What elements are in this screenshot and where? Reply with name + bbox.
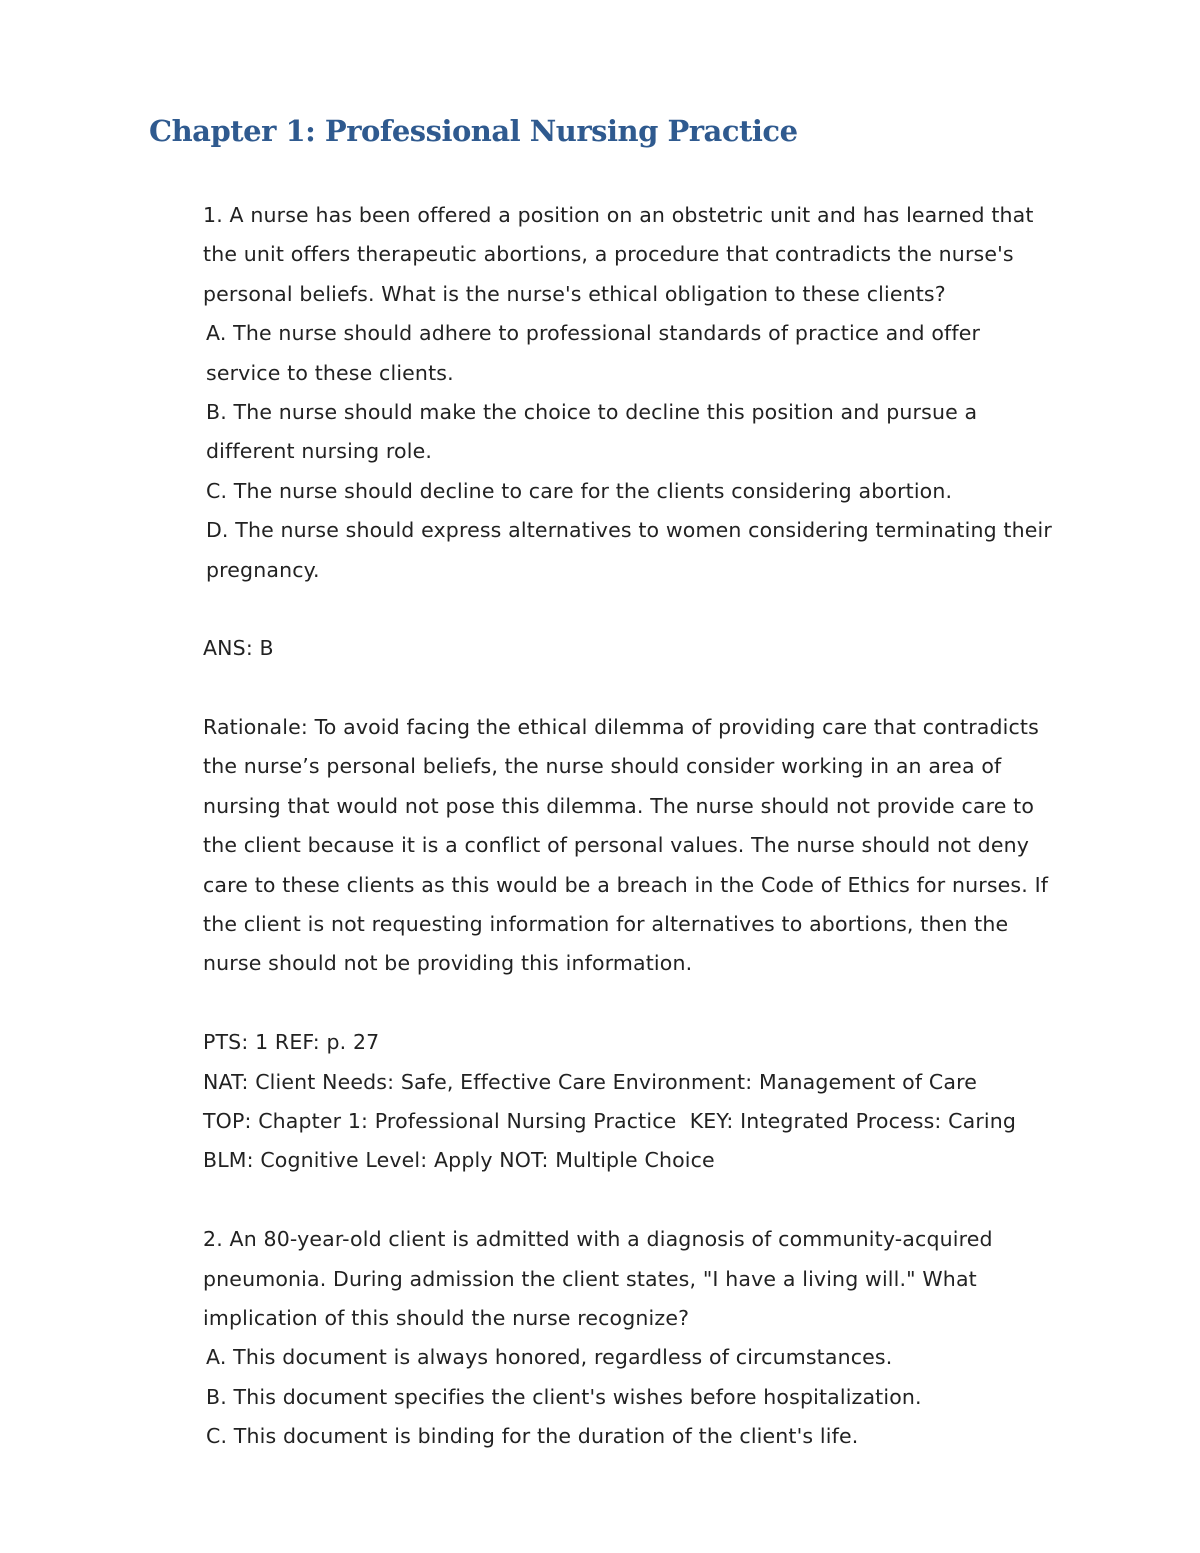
- paragraph-gap: [203, 1181, 1103, 1220]
- rationale-line: the client because it is a conflict of personal values. The nurse should not deny: [203, 833, 1030, 858]
- question-1-option-c: C. The nurse should decline to care for the clients considering abortion.: [206, 478, 953, 503]
- question-1-option-d: D. The nurse should express alternatives to women considering terminating their: [206, 518, 1052, 543]
- question-1-stem-line: personal beliefs. What is the nurse's ethical obligation to these clients?: [203, 281, 946, 306]
- paragraph-gap: [203, 590, 1103, 629]
- meta-top-key: TOP: Chapter 1: Professional Nursing Practice KEY: Integrated Process: Caring: [203, 1108, 1017, 1133]
- question-2-stem-line: 2. An 80-year-old client is admitted with a diagnosis of community-acquired: [203, 1227, 993, 1252]
- rationale-line: Rationale: To avoid facing the ethical dilemma of providing care that contradicts: [203, 715, 1039, 740]
- question-1: [203, 196, 1103, 590]
- question-2-option-a: A. This document is always honored, regardless of circumstances.: [206, 1345, 893, 1370]
- question-1-option-d-cont: pregnancy.: [206, 557, 320, 582]
- question-1-answer: ANS: B: [203, 636, 274, 661]
- rationale-line: the nurse’s personal beliefs, the nurse should consider working in an area of: [203, 754, 1002, 779]
- meta-blm-not: BLM: Cognitive Level: Apply NOT: Multiple Choice: [203, 1148, 715, 1173]
- question-1-stem-line: the unit offers therapeutic abortions, a procedure that contradicts the nurse's: [203, 242, 1014, 267]
- question-1-rationale: [203, 708, 1103, 984]
- question-2-option-b: B. This document specifies the client's wishes before hospitalization.: [206, 1384, 922, 1409]
- question-1-option-a-cont: service to these clients.: [206, 360, 454, 385]
- rationale-line: the client is not requesting information for alternatives to abortions, then the: [203, 912, 1009, 937]
- question-2-option-c: C. This document is binding for the duration of the client's life.: [206, 1424, 859, 1449]
- question-2: [203, 1220, 1103, 1456]
- question-1-option-b: B. The nurse should make the choice to decline this position and pursue a: [206, 399, 978, 424]
- paragraph-gap: [203, 984, 1103, 1023]
- document-body: [203, 196, 1103, 1457]
- meta-nat: NAT: Client Needs: Safe, Effective Care Environment: Management of Care: [203, 1069, 977, 1094]
- question-1-option-b-cont: different nursing role.: [206, 439, 432, 464]
- question-1-option-a: A. The nurse should adhere to professional standards of practice and offer: [206, 321, 981, 346]
- rationale-line: nursing that would not pose this dilemma. The nurse should not provide care to: [203, 793, 1035, 818]
- question-1-stem-line: 1. A nurse has been offered a position on an obstetric unit and has learned that: [203, 203, 1034, 227]
- chapter-title: Chapter 1: Professional Nursing Practice: [149, 114, 798, 148]
- question-2-stem-line: pneumonia. During admission the client states, "I have a living will." What: [203, 1266, 977, 1291]
- meta-pts-ref: PTS: 1 REF: p. 27: [203, 1030, 380, 1055]
- question-1-metadata: [203, 1023, 1103, 1181]
- question-2-stem-line: implication of this should the nurse recognize?: [203, 1305, 690, 1330]
- paragraph-gap: [203, 669, 1103, 708]
- rationale-line: care to these clients as this would be a breach in the Code of Ethics for nurses. If: [203, 872, 1049, 897]
- rationale-line: nurse should not be providing this information.: [203, 951, 693, 976]
